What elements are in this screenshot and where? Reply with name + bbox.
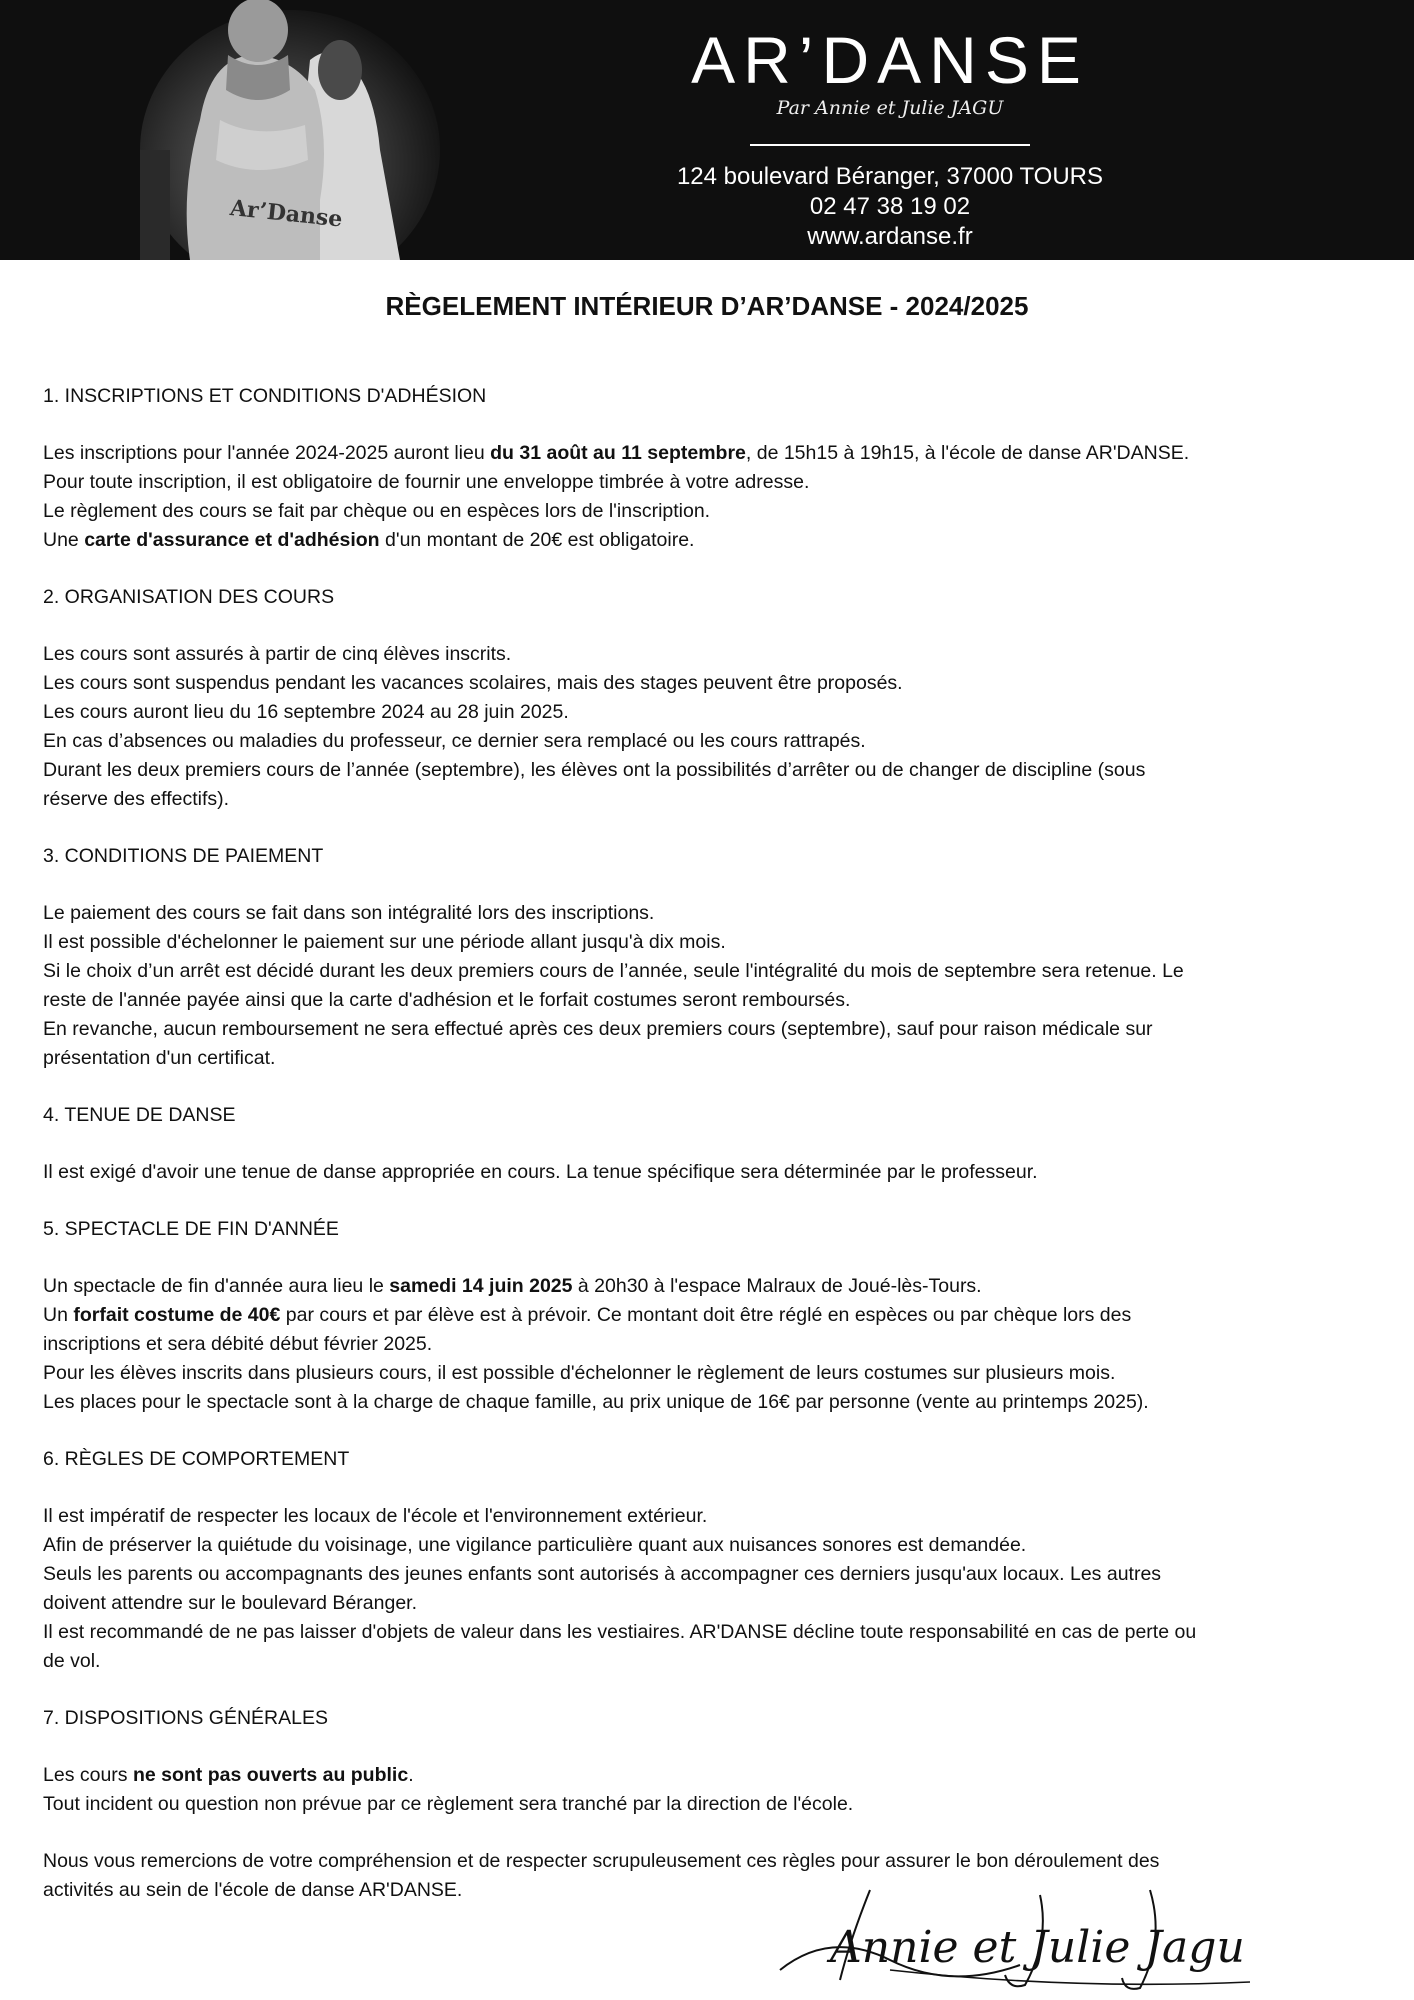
text-run: doivent attendre sur le boulevard Béranger. bbox=[43, 1592, 417, 1614]
body-line bbox=[43, 957, 1363, 986]
text-run: à 20h30 à l'espace Malraux de Joué-lès-Tours. bbox=[572, 1275, 982, 1297]
section-heading: 6. RÈGLES DE COMPORTEMENT bbox=[43, 1448, 350, 1470]
body-line bbox=[43, 1761, 1363, 1790]
text-run: Les cours sont suspendus pendant les vacances scolaires, mais des stages peuvent être proposés. bbox=[43, 672, 903, 694]
header-banner bbox=[0, 0, 1414, 260]
brand-name: AR’DANSE bbox=[691, 23, 1089, 97]
body-line bbox=[43, 1647, 1363, 1676]
body-line bbox=[43, 727, 1363, 756]
body-line bbox=[43, 698, 1363, 727]
body-line bbox=[43, 497, 1363, 526]
closing-line: Nous vous remercions de votre compréhension et de respecter scrupuleusement ces règles pour assurer le bon déroulement des bbox=[43, 1850, 1160, 1872]
brand-block bbox=[640, 18, 1140, 252]
brand-subtitle: Par Annie et Julie JAGU bbox=[776, 97, 1004, 119]
section-body bbox=[43, 1272, 1363, 1417]
text-run: d'un montant de 20€ est obligatoire. bbox=[379, 529, 695, 551]
text-run: Les cours auront lieu du 16 septembre 2024 au 28 juin 2025. bbox=[43, 701, 569, 723]
text-run: Les cours bbox=[43, 1764, 133, 1786]
section-body bbox=[43, 899, 1363, 1073]
text-run: Si le choix d’un arrêt est décidé durant les deux premiers cours de l’année, seule l'intégralité du mois de septembre sera retenue. Le bbox=[43, 960, 1184, 982]
text-run: Il est exigé d'avoir une tenue de danse appropriée en cours. La tenue spécifique sera déterminée par le professeur. bbox=[43, 1161, 1038, 1183]
text-run: Un bbox=[43, 1304, 74, 1326]
text-run: Le paiement des cours se fait dans son intégralité lors des inscriptions. bbox=[43, 902, 655, 924]
text-run: . bbox=[408, 1764, 414, 1786]
section-body bbox=[43, 1502, 1363, 1676]
brand-website[interactable]: www.ardanse.fr bbox=[807, 223, 973, 250]
signature bbox=[770, 1870, 1260, 1995]
text-run: , de 15h15 à 19h15, à l'école de danse AR'DANSE. bbox=[745, 442, 1190, 464]
text-run: Pour les élèves inscrits dans plusieurs cours, il est possible d'échelonner le règlement de leurs costumes sur plusieurs mois. bbox=[43, 1362, 1116, 1384]
text-run: Seuls les parents ou accompagnants des jeunes enfants sont autorisés à accompagner ces derniers jusqu'aux locaux. Les autres bbox=[43, 1563, 1162, 1585]
text-run: Il est possible d'échelonner le paiement sur une période allant jusqu'à dix mois. bbox=[43, 931, 726, 953]
text-run: inscriptions et sera débité début février 2025. bbox=[43, 1333, 433, 1355]
body-line bbox=[43, 1015, 1363, 1044]
section-heading: 3. CONDITIONS DE PAIEMENT bbox=[43, 845, 324, 867]
section-body bbox=[43, 640, 1363, 814]
body-line bbox=[43, 1158, 1363, 1187]
body-line bbox=[43, 669, 1363, 698]
section-heading: 2. ORGANISATION DES COURS bbox=[43, 586, 335, 608]
shirt-print: Ar’Danse bbox=[228, 194, 344, 233]
bold-run: forfait costume de 40€ bbox=[73, 1304, 281, 1326]
text-run: de vol. bbox=[43, 1650, 101, 1672]
section-heading: 4. TENUE DE DANSE bbox=[43, 1104, 236, 1126]
section-7 bbox=[43, 1704, 1363, 1819]
text-run: En cas d’absences ou maladies du professeur, ce dernier sera remplacé ou les cours rattrapés. bbox=[43, 730, 866, 752]
body-line bbox=[43, 1272, 1363, 1301]
section-heading: 5. SPECTACLE DE FIN D'ANNÉE bbox=[43, 1218, 339, 1240]
text-run: Les inscriptions pour l'année 2024-2025 auront lieu bbox=[43, 442, 491, 464]
text-run: Pour toute inscription, il est obligatoire de fournir une enveloppe timbrée à votre adresse. bbox=[43, 471, 810, 493]
text-run: présentation d'un certificat. bbox=[43, 1047, 276, 1069]
section-body bbox=[43, 439, 1363, 555]
body-line bbox=[43, 526, 1363, 555]
brand-divider bbox=[750, 144, 1030, 146]
text-run: Il est recommandé de ne pas laisser d'objets de valeur dans les vestiaires. AR'DANSE décline toute responsabilité en cas de perte ou bbox=[43, 1621, 1197, 1643]
body-line bbox=[43, 468, 1363, 497]
text-run: réserve des effectifs). bbox=[43, 788, 230, 810]
bold-run: samedi 14 juin 2025 bbox=[389, 1275, 573, 1297]
document-title: RÈGELEMENT INTÉRIEUR D’AR’DANSE - 2024/2025 bbox=[385, 291, 1029, 321]
section-1 bbox=[43, 382, 1363, 555]
body-line bbox=[43, 1388, 1363, 1417]
text-run: Les places pour le spectacle sont à la charge de chaque famille, au prix unique de 16€ par personne (vente au printemps 2025). bbox=[43, 1391, 1149, 1413]
body-line bbox=[43, 1330, 1363, 1359]
body-line bbox=[43, 928, 1363, 957]
body-line bbox=[43, 1589, 1363, 1618]
dancers-photo bbox=[140, 0, 460, 260]
text-run: reste de l'année payée ainsi que la carte d'adhésion et le forfait costumes seront remboursés. bbox=[43, 989, 851, 1011]
bold-run: ne sont pas ouverts au public bbox=[132, 1764, 409, 1786]
section-body bbox=[43, 1761, 1363, 1819]
bold-run: carte d'assurance et d'adhésion bbox=[84, 529, 380, 551]
body-line bbox=[43, 1790, 1363, 1819]
closing-line: activités au sein de l'école de danse AR'DANSE. bbox=[43, 1879, 463, 1901]
body-line bbox=[43, 640, 1363, 669]
section-2 bbox=[43, 583, 1363, 814]
body-line bbox=[43, 439, 1363, 468]
body-line bbox=[43, 986, 1363, 1015]
text-run: En revanche, aucun remboursement ne sera effectué après ces deux premiers cours (septembre), sauf pour raison médicale sur bbox=[43, 1018, 1153, 1040]
text-run: par cours et par élève est à prévoir. Ce montant doit être réglé en espèces ou par chèque lors des bbox=[280, 1304, 1132, 1326]
text-run: Une bbox=[43, 529, 85, 551]
section-heading: 1. INSCRIPTIONS ET CONDITIONS D'ADHÉSION bbox=[43, 385, 487, 407]
body-line bbox=[43, 756, 1363, 785]
section-body bbox=[43, 1158, 1363, 1187]
body-line bbox=[43, 1502, 1363, 1531]
text-run: Afin de préserver la quiétude du voisinage, une vigilance particulière quant aux nuisances sonores est demandée. bbox=[43, 1534, 1027, 1556]
text-run: Tout incident ou question non prévue par ce règlement sera tranché par la direction de l'école. bbox=[43, 1793, 854, 1815]
text-run: Le règlement des cours se fait par chèque ou en espèces lors de l'inscription. bbox=[43, 500, 711, 522]
body-line bbox=[43, 1359, 1363, 1388]
brand-address: 124 boulevard Béranger, 37000 TOURS bbox=[676, 163, 1104, 190]
section-5 bbox=[43, 1215, 1363, 1417]
bold-run: du 31 août au 11 septembre bbox=[490, 442, 746, 464]
section-heading: 7. DISPOSITIONS GÉNÉRALES bbox=[43, 1707, 328, 1729]
body-line bbox=[43, 1301, 1363, 1330]
body-line bbox=[43, 1618, 1363, 1647]
rules-content bbox=[43, 382, 1363, 1905]
section-6 bbox=[43, 1445, 1363, 1676]
section-4 bbox=[43, 1101, 1363, 1187]
body-line bbox=[43, 899, 1363, 928]
text-run: Les cours sont assurés à partir de cinq élèves inscrits. bbox=[43, 643, 512, 665]
text-run: Durant les deux premiers cours de l’année (septembre), les élèves ont la possibilités d’arrêter ou de changer de discipline (sous bbox=[43, 759, 1146, 781]
body-line bbox=[43, 1531, 1363, 1560]
text-run: Il est impératif de respecter les locaux de l'école et l'environnement extérieur. bbox=[43, 1505, 708, 1527]
section-3 bbox=[43, 842, 1363, 1073]
body-line bbox=[43, 1560, 1363, 1589]
body-line bbox=[43, 1044, 1363, 1073]
text-run: Un spectacle de fin d'année aura lieu le bbox=[43, 1275, 390, 1297]
brand-phone: 02 47 38 19 02 bbox=[809, 193, 971, 220]
signature-text: Annie et Julie Jagu bbox=[830, 1922, 1245, 1973]
body-line bbox=[43, 785, 1363, 814]
